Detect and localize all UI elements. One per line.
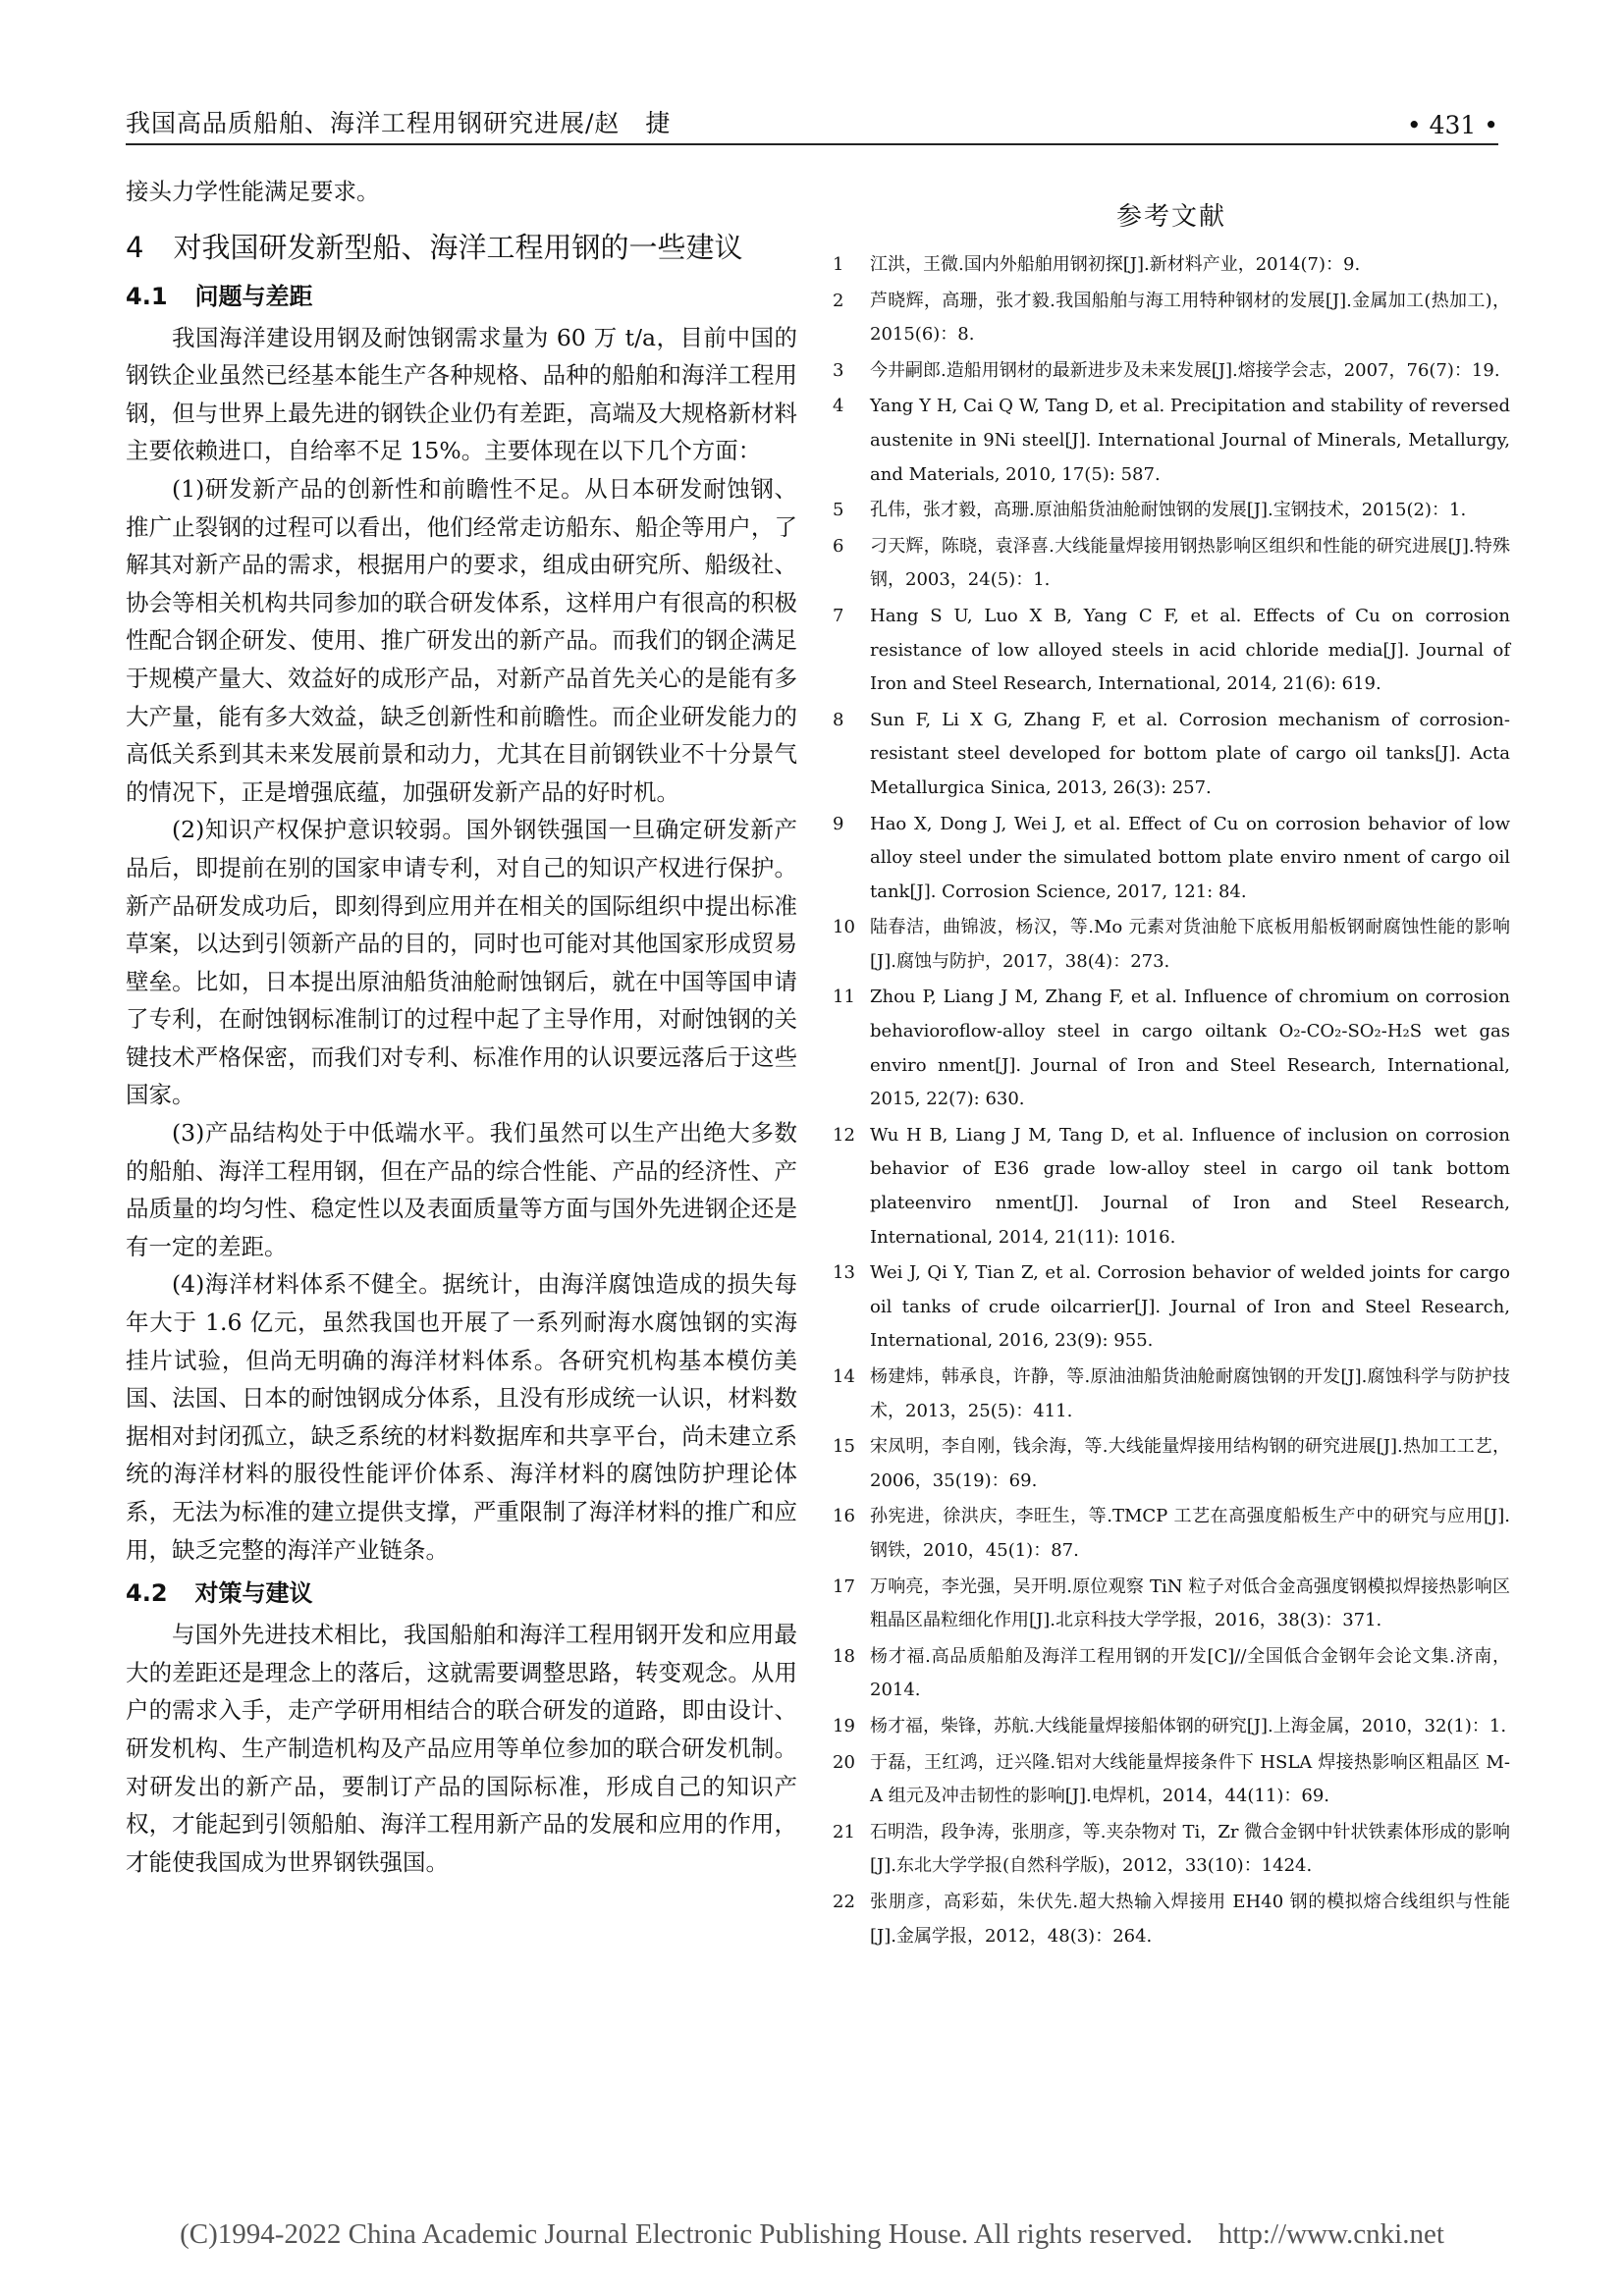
subsection-number: 4.2 bbox=[126, 1579, 168, 1608]
reference-item bbox=[833, 1119, 1510, 1255]
reference-item bbox=[833, 1640, 1510, 1708]
reference-item bbox=[833, 530, 1510, 598]
reference-item bbox=[833, 1571, 1510, 1638]
reference-text: 石明浩，段争涛，张朋彦，等.夹杂物对 Ti，Zr 微合金钢中针状铁素体形成的影响[J].东北大学学报(自然科学版)，2012，33(10)：1424. bbox=[870, 1821, 1510, 1877]
subsection-title: 对策与建议 bbox=[194, 1579, 313, 1608]
reference-list bbox=[833, 248, 1510, 1953]
reference-text: 张朋彦，高彩茹，朱伏先.超大热输入焊接用 EH40 钢的模拟熔合线组织与性能[J].金属学报，2012，48(3)：264. bbox=[870, 1891, 1510, 1947]
reference-text: 芦晓辉，高珊，张才毅.我国船舶与海工用特种钢材的发展[J].金属加工(热加工)，2015(6)：8. bbox=[870, 290, 1510, 346]
reference-text: Yang Y H, Cai Q W, Tang D, et al. Precipitation and stability of reversed austenite in 9Ni steel[J]. International Journal of Minerals, Metallurgy, and Materials, 2010, 17(5): 587. bbox=[870, 396, 1510, 485]
reference-item bbox=[833, 911, 1510, 979]
references-title: 参考文献 bbox=[1115, 202, 1226, 232]
reference-item bbox=[833, 390, 1510, 492]
reference-number: 22 bbox=[833, 1891, 855, 1912]
copyright-text: (C)1994-2022 China Academic Journal Electronic Publishing House. All rights reserved. bbox=[180, 2218, 1193, 2250]
reference-text: 江洪，王微.国内外船舶用钢初探[J].新材料产业，2014(7)：9. bbox=[870, 254, 1361, 275]
carry-over-text: 接头力学性能满足要求。 bbox=[126, 178, 380, 205]
section-number: 4 bbox=[126, 230, 144, 264]
reference-item bbox=[833, 1886, 1510, 1953]
reference-text: 宋凤明，李自刚，钱余海，等.大线能量焊接用结构钢的研究进展[J].热加工工艺，2006，35(19)：69. bbox=[870, 1436, 1510, 1491]
reference-number: 12 bbox=[833, 1124, 855, 1146]
reference-number: 8 bbox=[833, 709, 844, 730]
running-header bbox=[126, 102, 1498, 145]
reference-item bbox=[833, 704, 1510, 806]
reference-number: 18 bbox=[833, 1645, 855, 1667]
reference-item bbox=[833, 1256, 1510, 1359]
reference-number: 10 bbox=[833, 917, 855, 938]
body-paragraph: (3)产品结构处于中低端水平。我们虽然可以生产出绝大多数的船舶、海洋工程用钢，但在产品的综合性能、产品的经济性、产品质量的均匀性、稳定性以及表面质量等方面与国外先进钢企还是有一定的差距。 bbox=[126, 1119, 797, 1260]
reference-text: Sun F, Li X G, Zhang F, et al. Corrosion mechanism of corrosion-resistant steel developed for bottom plate of cargo oil tanks[J]. Acta Metallurgica Sinica, 2013, 26(3): 257. bbox=[870, 709, 1510, 798]
reference-text: 杨才福.高品质船舶及海洋工程用钢的开发[C]//全国低合金钢年会论文集.济南，2014. bbox=[870, 1645, 1510, 1701]
reference-text: 万响亮，李光强，吴开明.原位观察 TiN 粒子对低合金高强度钢模拟焊接热影响区粗晶区晶粒细化作用[J].北京科技大学学报，2016，38(3)：371. bbox=[870, 1575, 1510, 1631]
reference-text: 于磊，王红鸿，迂兴隆.铝对大线能量焊接条件下 HSLA 焊接热影响区粗晶区 M-A 组元及冲击韧性的影响[J].电焊机，2014，44(11)：69. bbox=[870, 1751, 1510, 1807]
reference-text: 孙宪进，徐洪庆，李旺生，等.TMCP 工艺在高强度船板生产中的研究与应用[J].钢铁，2010，45(1)：87. bbox=[870, 1506, 1510, 1561]
reference-text: 今井嗣郎.造船用钢材的最新进步及未来发展[J].熔接学会志，2007，76(7)：19. bbox=[870, 359, 1500, 381]
reference-text: Hao X, Dong J, Wei J, et al. Effect of Cu on corrosion behavior of low alloy steel under the simulated bottom plate enviro nment of cargo oil tank[J]. Corrosion Science, 2017, 121: 84. bbox=[870, 813, 1510, 902]
reference-text: Wei J, Qi Y, Tian Z, et al. Corrosion behavior of welded joints for cargo oil tanks of crude oilcarrier[J]. Journal of Iron and Steel Research, International, 2016, 23(9): 955. bbox=[870, 1262, 1510, 1352]
body-paragraph: (2)知识产权保护意识较弱。国外钢铁强国一旦确定研发新产品后，即提前在别的国家申请专利，对自己的知识产权进行保护。新产品研发成功后，即刻得到应用并在相关的国际组织中提出标准草案，以达到引领新产品的目的，同时也可能对其他国家形成贸易壁垒。比如，日本提出原油船货油舱耐蚀钢后，就在中国等国申请了专利，在耐蚀钢标准制订的过程中起了主导作用，对耐蚀钢的关键技术严格保密，而我们对专利、标准作用的认识要远落后于这些国家。 bbox=[126, 816, 797, 1109]
reference-item bbox=[833, 248, 1510, 283]
running-title: 我国高品质船舶、海洋工程用钢研究进展/赵 捷 bbox=[126, 109, 672, 137]
reference-number: 11 bbox=[833, 987, 855, 1008]
section-heading bbox=[126, 225, 797, 270]
reference-text: 杨建炜，韩承良，许静，等.原油油船货油舱耐腐蚀钢的开发[J].腐蚀科学与防护技术，2013，25(5)：411. bbox=[870, 1366, 1510, 1421]
subsection-heading-4-1 bbox=[126, 276, 797, 317]
reference-item bbox=[833, 354, 1510, 389]
reference-text: Hang S U, Luo X B, Yang C F, et al. Effects of Cu on corrosion resistance of low alloyed steels in acid chloride media[J]. Journal of Iron and Steel Research, International, 2014, 21(6): 619. bbox=[870, 605, 1510, 695]
reference-number: 15 bbox=[833, 1436, 855, 1458]
reference-item bbox=[833, 285, 1510, 352]
reference-item bbox=[833, 1361, 1510, 1428]
reference-text: 刁天辉，陈晓，袁泽喜.大线能量焊接用钢热影响区组织和性能的研究进展[J].特殊钢，2003，24(5)：1. bbox=[870, 535, 1510, 591]
body-paragraph: (1)研发新产品的创新性和前瞻性不足。从日本研发耐蚀钢、推广止裂钢的过程可以看出，他们经常走访船东、船企等用户，了解其对新产品的需求，根据用户的要求，组成由研究所、船级社、协会等相关机构共同参加的联合研发体系，这样用户有很高的积极性配合钢企研发、使用、推广研发出的新产品。而我们的钢企满足于规模产量大、效益好的成形产品，对新产品首先关心的是能有多大产量，能有多大效益，缺乏创新性和前瞻性。而企业研发能力的高低关系到其未来发展前景和动力，尤其在目前钢铁业不十分景气的情况下，正是增强底蕴，加强研发新产品的好时机。 bbox=[126, 474, 797, 806]
reference-item bbox=[833, 1816, 1510, 1884]
reference-number: 20 bbox=[833, 1751, 855, 1773]
reference-text: 孔伟，张才毅，高珊.原油船货油舱耐蚀钢的发展[J].宝钢技术，2015(2)：1. bbox=[870, 500, 1467, 521]
reference-number: 16 bbox=[833, 1506, 855, 1527]
reference-item bbox=[833, 494, 1510, 528]
reference-number: 19 bbox=[833, 1715, 855, 1736]
reference-number: 7 bbox=[833, 605, 844, 626]
references-column bbox=[833, 196, 1510, 1955]
reference-item bbox=[833, 1430, 1510, 1498]
reference-number: 21 bbox=[833, 1821, 855, 1842]
reference-number: 17 bbox=[833, 1575, 855, 1597]
reference-number: 2 bbox=[833, 290, 844, 311]
left-column bbox=[126, 173, 797, 1881]
section-title: 对我国研发新型船、海洋工程用钢的一些建议 bbox=[173, 230, 743, 264]
subsection-title: 问题与差距 bbox=[194, 282, 313, 310]
subsection-heading-4-2 bbox=[126, 1573, 797, 1614]
reference-number: 14 bbox=[833, 1366, 855, 1387]
copyright-footer bbox=[0, 2218, 1624, 2251]
body-paragraph: 与国外先进技术相比，我国船舶和海洋工程用钢开发和应用最大的差距还是理念上的落后，这就需要调整思路，转变观念。从用户的需求入手，走产学研用相结合的联合研发的道路，即由设计、研发机构、生产制造机构及产品应用等单位参加的联合研发机制。对研发出的新产品，要制订产品的国际标准，形成自己的知识产权，才能起到引领船舶、海洋工程用新产品的发展和应用的作用，才能使我国成为世界钢铁强国。 bbox=[126, 1621, 797, 1876]
reference-number: 9 bbox=[833, 813, 844, 834]
footer-url: http://www.cnki.net bbox=[1218, 2218, 1444, 2250]
reference-text: 杨才福，柴锋，苏航.大线能量焊接船体钢的研究[J].上海金属，2010，32(1)：1. bbox=[870, 1715, 1507, 1736]
reference-text: 陆春洁，曲锦波，杨汉，等.Mo 元素对货油舱下底板用船板钢耐腐蚀性能的影响[J].腐蚀与防护，2017，38(4)：273. bbox=[870, 917, 1510, 972]
reference-number: 5 bbox=[833, 500, 844, 521]
reference-text: Wu H B, Liang J M, Tang D, et al. Influence of inclusion on corrosion behavior of E36 grade low-alloy steel in cargo oil tank bottom plateenviro nment[J]. Journal of Iron and Steel Research, International, 2014, 21(11): 1016. bbox=[870, 1124, 1510, 1248]
reference-item bbox=[833, 1746, 1510, 1814]
reference-number: 13 bbox=[833, 1262, 855, 1284]
page-number: • 431 • bbox=[1406, 111, 1498, 139]
reference-item bbox=[833, 808, 1510, 910]
reference-item bbox=[833, 600, 1510, 702]
reference-item bbox=[833, 981, 1510, 1116]
reference-number: 3 bbox=[833, 359, 844, 381]
body-paragraph: (4)海洋材料体系不健全。据统计，由海洋腐蚀造成的损失每年大于 1.6 亿元，虽然我国也开展了一系列耐海水腐蚀钢的实海挂片试验，但尚无明确的海洋材料体系。各研究机构基本模仿美国、法国、日本的耐蚀钢成分体系，且没有形成统一认识，材料数据相对封闭孤立，缺乏系统的材料数据库和共享平台，尚未建立系统的海洋材料的服役性能评价体系、海洋材料的腐蚀防护理论体系，无法为标准的建立提供支撑，严重限制了海洋材料的推广和应用，缺乏完整的海洋产业链条。 bbox=[126, 1270, 797, 1564]
body-paragraph: 我国海洋建设用钢及耐蚀钢需求量为 60 万 t/a，目前中国的钢铁企业虽然已经基本能生产各种规格、品种的船舶和海洋工程用钢，但与世界上最先进的钢铁企业仍有差距，高端及大规格新材料主要依赖进口，自给率不足 15%。主要体现在以下几个方面： bbox=[126, 323, 797, 465]
reference-number: 4 bbox=[833, 396, 844, 417]
reference-number: 6 bbox=[833, 535, 844, 557]
reference-text: Zhou P, Liang J M, Zhang F, et al. Influence of chromium on corrosion behavioroflow-alloy steel in cargo oiltank O₂-CO₂-SO₂-H₂S wet gas enviro nment[J]. Journal of Iron and Steel Research, International, 2015, 22(7): 630. bbox=[870, 987, 1510, 1110]
reference-item bbox=[833, 1500, 1510, 1568]
reference-number: 1 bbox=[833, 254, 844, 275]
subsection-number: 4.1 bbox=[126, 282, 168, 310]
reference-item bbox=[833, 1710, 1510, 1744]
